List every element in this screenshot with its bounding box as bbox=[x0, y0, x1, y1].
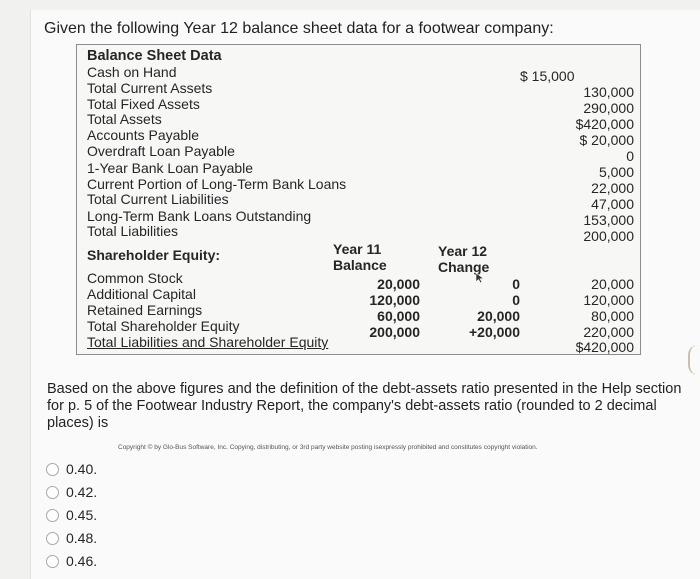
row-label: Total Current Liabilities bbox=[87, 191, 229, 207]
col-year11-line2: Balance bbox=[333, 257, 387, 273]
row-label: Total Liabilities bbox=[87, 223, 179, 239]
row-label: Total Current Assets bbox=[87, 80, 213, 96]
row-value: 290,000 bbox=[583, 100, 634, 116]
equity-total-label: Total Liabilities and Shareholder Equity bbox=[87, 334, 329, 350]
col-year12-line1: Year 12 bbox=[438, 243, 488, 259]
radio-button[interactable] bbox=[46, 463, 59, 476]
option-label: 0.40. bbox=[66, 461, 98, 477]
col-year11-line1: Year 11 bbox=[333, 241, 382, 257]
row-label: Total Assets bbox=[87, 111, 162, 127]
row-label: Accounts Payable bbox=[87, 127, 200, 143]
equity-total: 120,000 bbox=[583, 292, 634, 308]
equity-row-label: Common Stock bbox=[87, 270, 183, 286]
row-value: 47,000 bbox=[591, 196, 634, 212]
copyright-notice: Copyright © by Glo-Bus Software, Inc. Copying, distributing, or 3rd party website posting isexpressly prohibited and constitutes copyright violation. bbox=[118, 444, 538, 451]
equity-change: +20,000 bbox=[469, 324, 520, 340]
option-label: 0.42. bbox=[66, 484, 98, 500]
row-value: $420,000 bbox=[575, 116, 634, 132]
equity-header: Shareholder Equity: bbox=[87, 247, 221, 263]
row-value: 22,000 bbox=[591, 180, 634, 196]
equity-row-label: Total Shareholder Equity bbox=[87, 318, 240, 334]
question-text: Given the following Year 12 balance sheet data for a footwear company: bbox=[44, 20, 554, 37]
equity-change: 0 bbox=[512, 292, 520, 308]
option-label: 0.46. bbox=[66, 553, 98, 569]
row-value: 153,000 bbox=[583, 212, 634, 228]
row-value: 200,000 bbox=[583, 228, 634, 244]
equity-row-label: Retained Earnings bbox=[87, 302, 203, 318]
row-value: 5,000 bbox=[598, 164, 634, 180]
radio-button[interactable] bbox=[46, 509, 59, 522]
row-value: $ 15,000 bbox=[520, 68, 575, 84]
col-year12-line2: Change bbox=[438, 259, 490, 275]
row-value: 130,000 bbox=[583, 84, 634, 100]
equity-y11: 60,000 bbox=[377, 308, 420, 324]
row-label: Current Portion of Long-Term Bank Loans bbox=[87, 176, 347, 192]
row-label: 1-Year Bank Loan Payable bbox=[87, 160, 254, 176]
row-label: Total Fixed Assets bbox=[87, 96, 200, 112]
page-edge-decoration bbox=[688, 345, 700, 375]
equity-total: 80,000 bbox=[591, 308, 634, 324]
row-label: Cash on Hand bbox=[87, 64, 177, 80]
equity-grand-total: $420,000 bbox=[575, 339, 634, 355]
question-prompt: Based on the above figures and the definition of the debt-assets ratio presented in the Help section for p. 5 of the Footwear Industry Report, the company's debt-assets ratio (rounded to 2 decimal places) is bbox=[47, 381, 682, 431]
option-label: 0.48. bbox=[66, 530, 98, 546]
equity-row-label: Additional Capital bbox=[87, 286, 196, 302]
equity-change: 20,000 bbox=[477, 308, 520, 324]
radio-button[interactable] bbox=[46, 532, 59, 545]
equity-change: 0 bbox=[512, 276, 520, 292]
equity-y11: 20,000 bbox=[377, 276, 420, 292]
row-label: Overdraft Loan Payable bbox=[87, 143, 235, 159]
row-label: Long-Term Bank Loans Outstanding bbox=[87, 208, 312, 224]
equity-y11: 200,000 bbox=[369, 324, 420, 340]
table-title: Balance Sheet Data bbox=[87, 48, 222, 64]
row-value: 0 bbox=[626, 148, 634, 164]
equity-total: 20,000 bbox=[591, 276, 634, 292]
radio-button[interactable] bbox=[46, 486, 59, 499]
option-label: 0.45. bbox=[66, 507, 98, 523]
equity-total: 220,000 bbox=[583, 324, 634, 340]
row-value: $ 20,000 bbox=[579, 132, 634, 148]
radio-button[interactable] bbox=[46, 555, 59, 568]
equity-y11: 120,000 bbox=[369, 292, 420, 308]
